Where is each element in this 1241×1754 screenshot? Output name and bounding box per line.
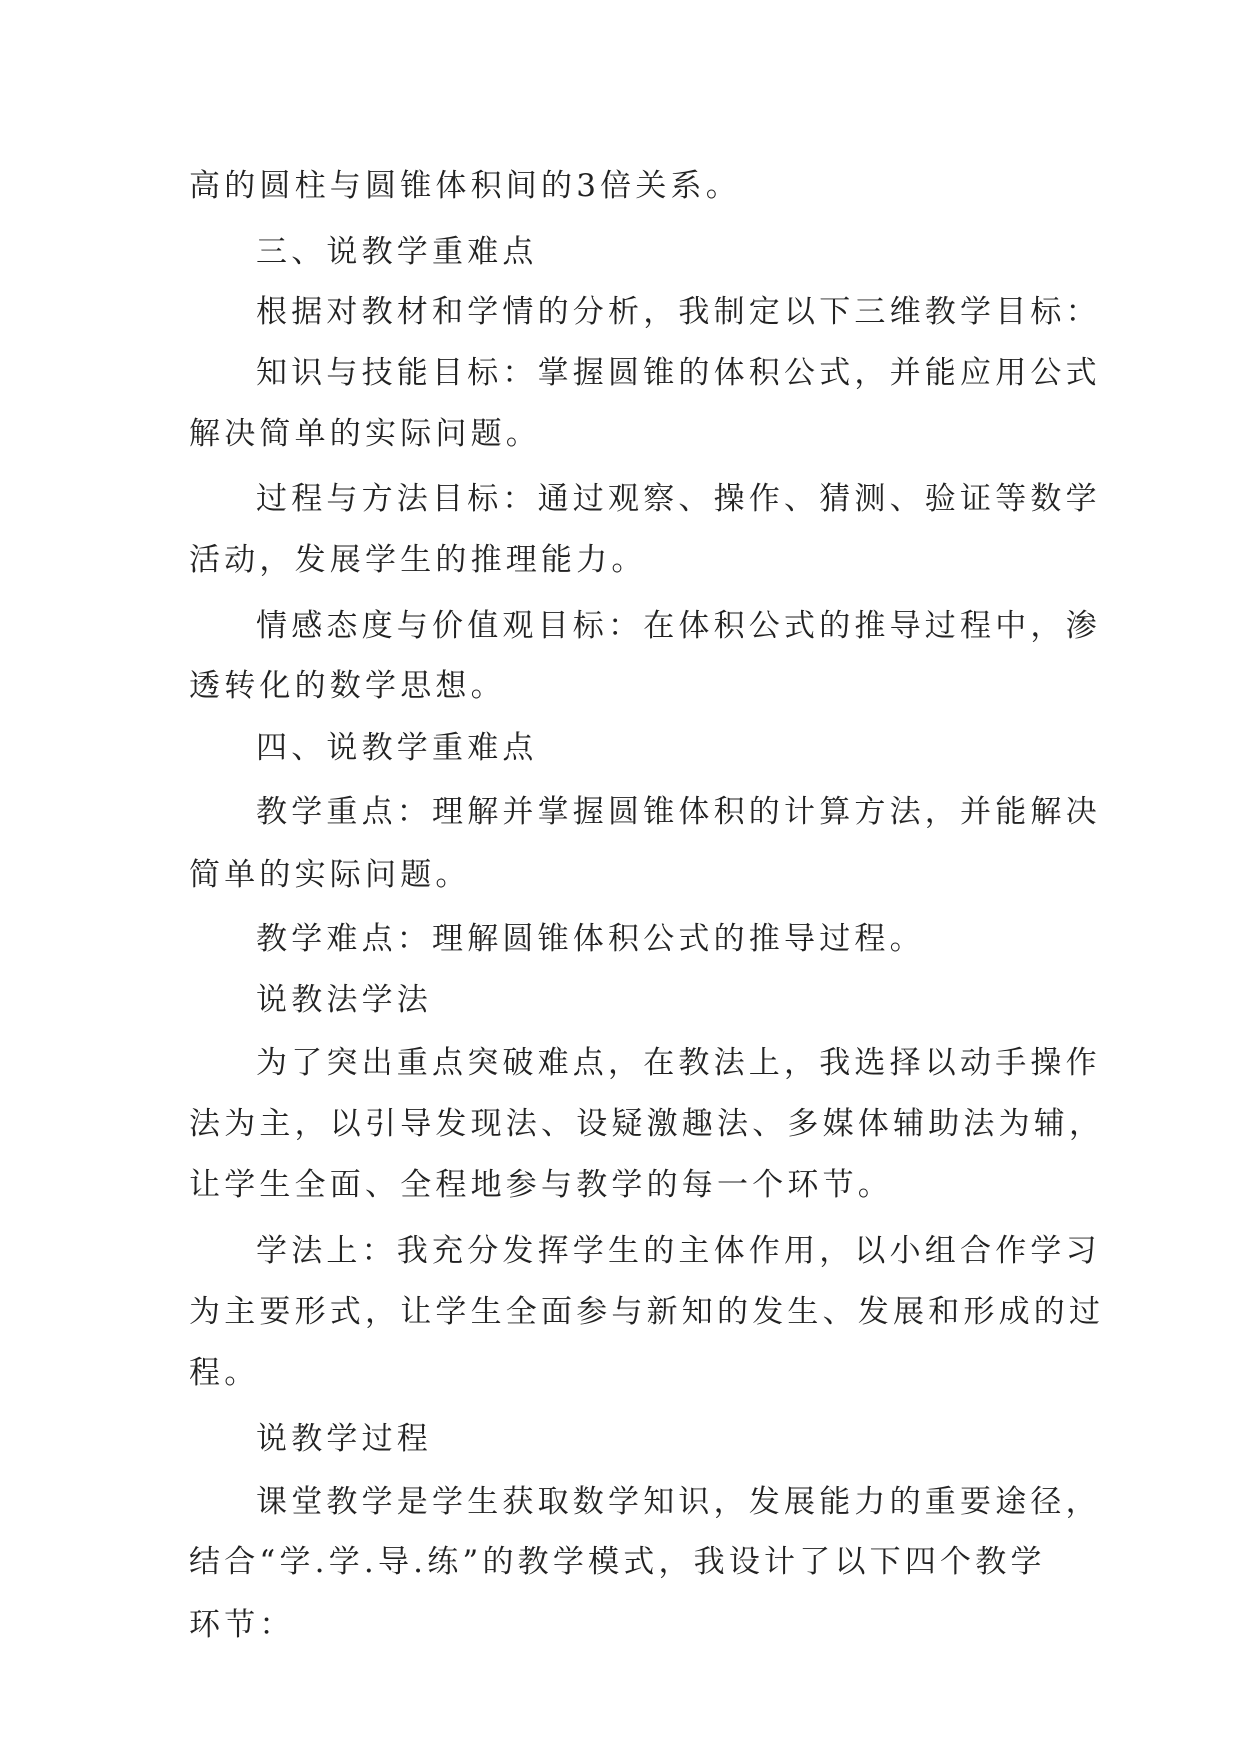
text-line: 教学难点：理解圆锥体积公式的推导过程。: [256, 921, 925, 957]
text-line: 高的圆柱与圆锥体积间的3倍关系。: [189, 168, 741, 204]
text-line: 根据对教材和学情的分析，我制定以下三维教学目标：: [256, 294, 1101, 330]
text-line: 环节：: [189, 1607, 295, 1643]
text-line: 课堂教学是学生获取数学知识，发展能力的重要途径，: [256, 1484, 1101, 1520]
text-line: 过程与方法目标：通过观察、操作、猜测、验证等数学: [256, 481, 1101, 517]
text-line: 教学重点：理解并掌握圆锥体积的计算方法，并能解决: [256, 794, 1101, 830]
text-line: 知识与技能目标：掌握圆锥的体积公式，并能应用公式: [256, 355, 1101, 391]
text-line: 法为主，以引导发现法、设疑激趣法、多媒体辅助法为辅，: [189, 1106, 1105, 1142]
text-line: 结合“学.学.导.练”的教学模式，我设计了以下四个教学: [189, 1544, 1046, 1580]
text-line: 程。: [189, 1355, 260, 1391]
text-line: 情感态度与价值观目标：在体积公式的推导过程中，渗: [256, 608, 1101, 644]
text-line: 活动，发展学生的推理能力。: [189, 542, 647, 578]
text-line: 解决简单的实际问题。: [189, 416, 541, 452]
text-line: 为主要形式，让学生全面参与新知的发生、发展和形成的过: [189, 1294, 1105, 1330]
section-heading: 四、说教学重难点: [256, 730, 538, 766]
section-heading: 说教法学法: [256, 982, 432, 1018]
text-line: 为了突出重点突破难点，在教法上，我选择以动手操作: [256, 1045, 1101, 1081]
text-line: 学法上：我充分发挥学生的主体作用，以小组合作学习: [256, 1233, 1101, 1269]
section-heading: 三、说教学重难点: [256, 234, 538, 270]
text-line: 透转化的数学思想。: [189, 668, 506, 704]
text-line: 简单的实际问题。: [189, 857, 471, 893]
text-line: 让学生全面、全程地参与教学的每一个环节。: [189, 1167, 893, 1203]
section-heading: 说教学过程: [256, 1421, 432, 1457]
